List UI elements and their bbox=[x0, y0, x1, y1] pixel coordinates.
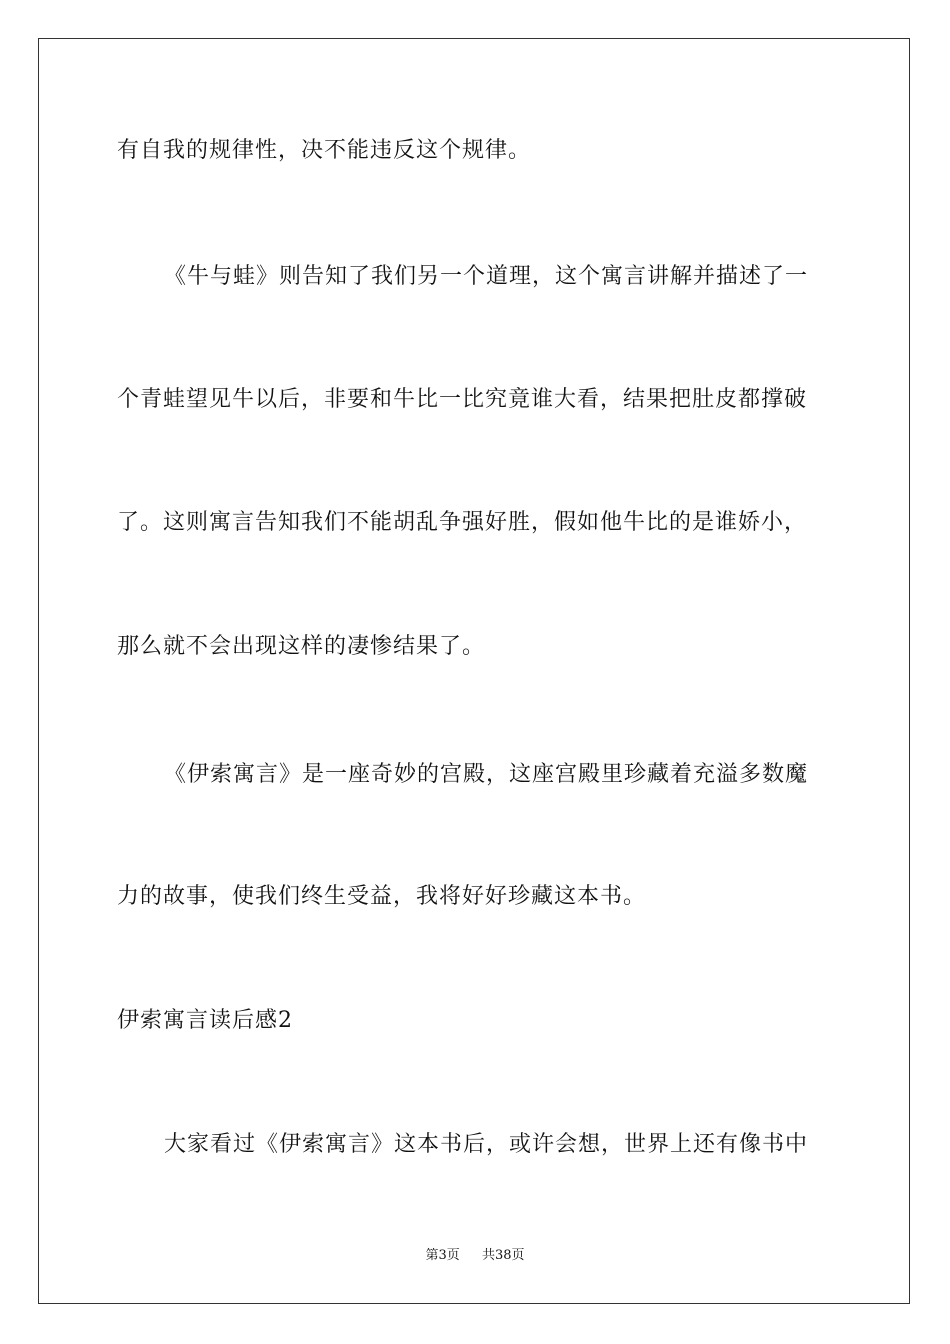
body-line-1: 有自我的规律性，决不能违反这个规律。 bbox=[117, 138, 532, 163]
page-border bbox=[38, 38, 910, 1304]
body-line-7: 力的故事，使我们终生受益，我将好好珍藏这本书。 bbox=[117, 884, 647, 909]
body-line-5: 那么就不会出现这样的凄惨结果了。 bbox=[117, 634, 486, 659]
body-line-6: 《伊索寓言》是一座奇妙的宫殿，这座宫殿里珍藏着充溢多数魔 bbox=[164, 762, 809, 787]
body-line-8: 大家看过《伊索寓言》这本书后，或许会想，世界上还有像书中 bbox=[164, 1132, 809, 1157]
page-number: 第3页 bbox=[425, 1248, 460, 1263]
body-line-2: 《牛与蛙》则告知了我们另一个道理，这个寓言讲解并描述了一 bbox=[164, 264, 809, 289]
total-pages: 共38页 bbox=[482, 1248, 525, 1263]
body-line-3: 个青蛙望见牛以后，非要和牛比一比究竟谁大看，结果把肚皮都撑破 bbox=[117, 387, 808, 412]
section-heading: 伊索寓言读后感2 bbox=[117, 1008, 293, 1033]
page-footer bbox=[0, 1247, 950, 1265]
body-line-4: 了。这则寓言告知我们不能胡乱争强好胜，假如他牛比的是谁娇小， bbox=[117, 510, 808, 535]
